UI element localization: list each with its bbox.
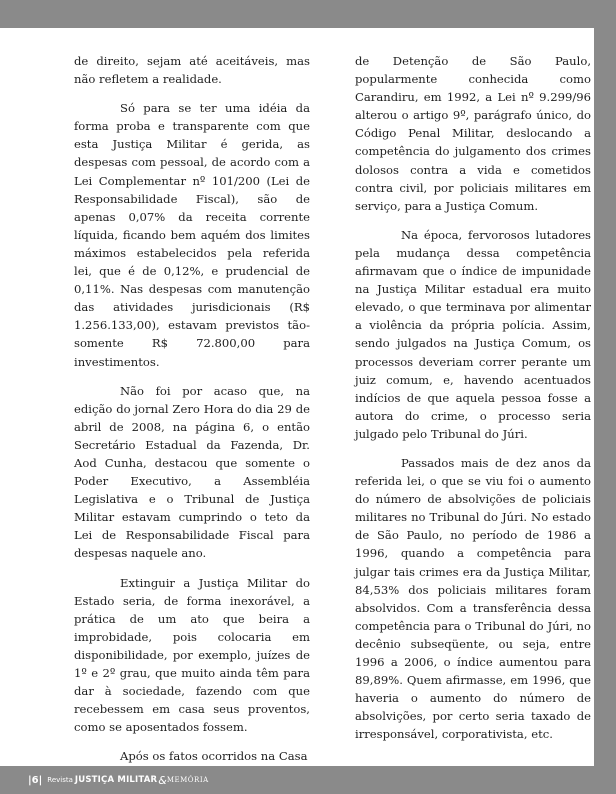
page-footer [28, 770, 209, 790]
paragraph: de Detenção de São Paulo, popularmente conhecida como Carandiru, em 1992, a Lei nº 9.299/96 alterou o artigo 9º, parágrafo único, do Código Penal Militar, deslocando a competência do julgamento dos crimes dolosos contra a vida e cometidos contra civil, por policiais militares em serviço, para a Justiça Comum. [355, 54, 591, 213]
top-border [0, 0, 616, 28]
paragraph: Na época, fervorosos lutadores pela mudança dessa competência afirmavam que o índice de impunidade na Justiça Militar estadual era muito elevado, o que terminava por alimentar a violência da própria polícia. Assim, sendo julgados na Justiça Comum, os processos deveriam correr perante um juiz comum, e, havendo acentuados indícios de que aquela pessoa fosse a autora do crime, o processo seria julgado pelo Tribunal do Júri. [355, 227, 591, 441]
paragraph: Só para se ter uma idéia da forma proba e transparente com que esta Justiça Militar é gerida, as despesas com pessoal, de acordo com a Lei Complementar nº 101/200 (Lei de Responsabilidade Fiscal), são de apenas 0,07% da receita corrente líquida, ficando bem aquém dos limites máximos estabelecidos pela referida lei, que é de 0,12%, e prudencial de 0,11%. Nas despesas com manutenção das atividades jurisdicionais (R$ 1.256.133,00), estavam previstos tão-somente R$ 72.800,00 para investimentos. [74, 101, 310, 369]
right-column [355, 52, 591, 754]
right-border [594, 0, 616, 794]
paragraph: Extinguir a Justiça Militar do Estado seria, de forma inexorável, a prática de um ato que beira a improbidade, pois colocaria em disponibilidade, por exemplo, juízes de 1º e 2º grau, que muito ainda têm para dar à sociedade, fazendo com que recebessem em casa seus proventos, como se aposentados fossem. [74, 575, 310, 735]
left-column [74, 52, 310, 776]
magazine-title: JUSTIÇA MILITAR [74, 775, 158, 785]
paragraph: Não foi por acaso que, na edição do jornal Zero Hora do dia 29 de abril de 2008, na página 6, o então Secretário Estadual da Fazenda, Dr. Aod Cunha, destacou que somente o Poder Executivo, a Assembléia Legislativa e o Tribunal de Justiça Militar estavam cumprindo o teto da Lei de Responsabilidade Fiscal para despesas naquele ano. [74, 383, 310, 561]
paragraph: Após os fatos ocorridos na Casa [120, 749, 308, 764]
magazine-ampersand: & [158, 773, 167, 787]
magazine-prefix: Revista [47, 776, 73, 784]
page-number: |6| [28, 774, 43, 786]
paragraph: Passados mais de dez anos da referida lei, o que se viu foi o aumento do número de absolvições de policiais militares no Tribunal do Júri. No estado de São Paulo, no período de 1986 a 1996, quando a competência para julgar tais crimes era da Justiça Militar, 84,53% dos policiais militares foram absolvidos. Com a transferência dessa competência para o Tribunal do Júri, no decênio subseqüente, ou seja, entre 1996 a 2006, o índice aumentou para 89,89%. Quem afirmasse, em 1996, que haveria o aumento do número de absolvições, por certo seria taxado de irresponsável, corporativista, etc. [355, 455, 591, 742]
paragraph: de direito, sejam até aceitáveis, mas não refletem a realidade. [74, 54, 310, 87]
magazine-suffix: MEMÓRIA [166, 776, 209, 784]
